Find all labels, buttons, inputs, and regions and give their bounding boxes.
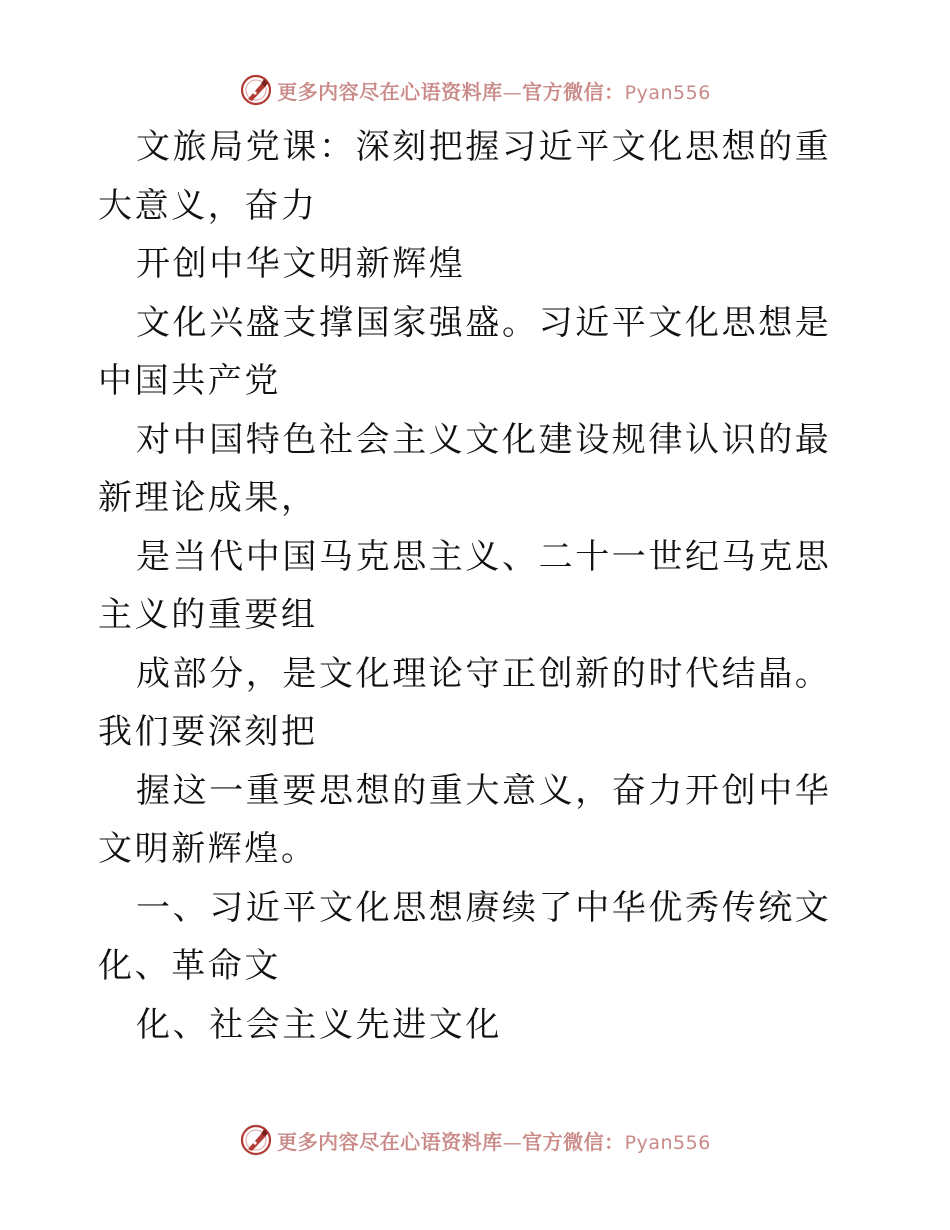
section-heading-1-cont: 化、社会主义先进文化	[136, 1004, 502, 1045]
banner-text	[277, 1126, 711, 1155]
paragraph-body-5: 握这一重要思想的重大意义，奋力开创中华文明新辉煌。	[98, 770, 832, 869]
paragraph-body-3: 是当代中国马克思主义、二十一世纪马克思主义的重要组	[98, 536, 832, 635]
paragraph-body-2: 对中国特色社会主义文化建设规律认识的最新理论成果，	[98, 419, 832, 518]
paragraph-body-4: 成部分，是文化理论守正创新的时代结晶。我们要深刻把	[98, 653, 832, 752]
banner-wechat-id: Pyan556	[624, 1131, 711, 1154]
header-banner	[0, 70, 950, 110]
pen-nib-logo-icon	[239, 1123, 273, 1157]
banner-separator: —	[502, 81, 523, 104]
section-heading-1: 一、习近平文化思想赓续了中华优秀传统文化、革命文	[98, 887, 832, 986]
banner-brand: 更多内容尽在心语资料库	[277, 1129, 503, 1154]
banner-text	[277, 76, 711, 105]
banner-wechat-label: 官方微信：	[522, 79, 625, 104]
banner-wechat-id: Pyan556	[624, 81, 711, 104]
banner-separator: —	[502, 1131, 523, 1154]
banner-wechat-label: 官方微信：	[522, 1129, 625, 1154]
paragraph-body-1: 文化兴盛支撑国家强盛。习近平文化思想是中国共产党	[98, 302, 832, 401]
paragraph-title-line-2: 开创中华文明新辉煌	[136, 244, 466, 284]
document-body	[98, 118, 858, 1054]
footer-banner	[0, 1120, 950, 1160]
paragraph-title-line-1: 文旅局党课：深刻把握习近平文化思想的重大意义，奋力	[98, 127, 832, 226]
pen-nib-logo-icon	[239, 73, 273, 107]
banner-brand: 更多内容尽在心语资料库	[277, 79, 503, 104]
